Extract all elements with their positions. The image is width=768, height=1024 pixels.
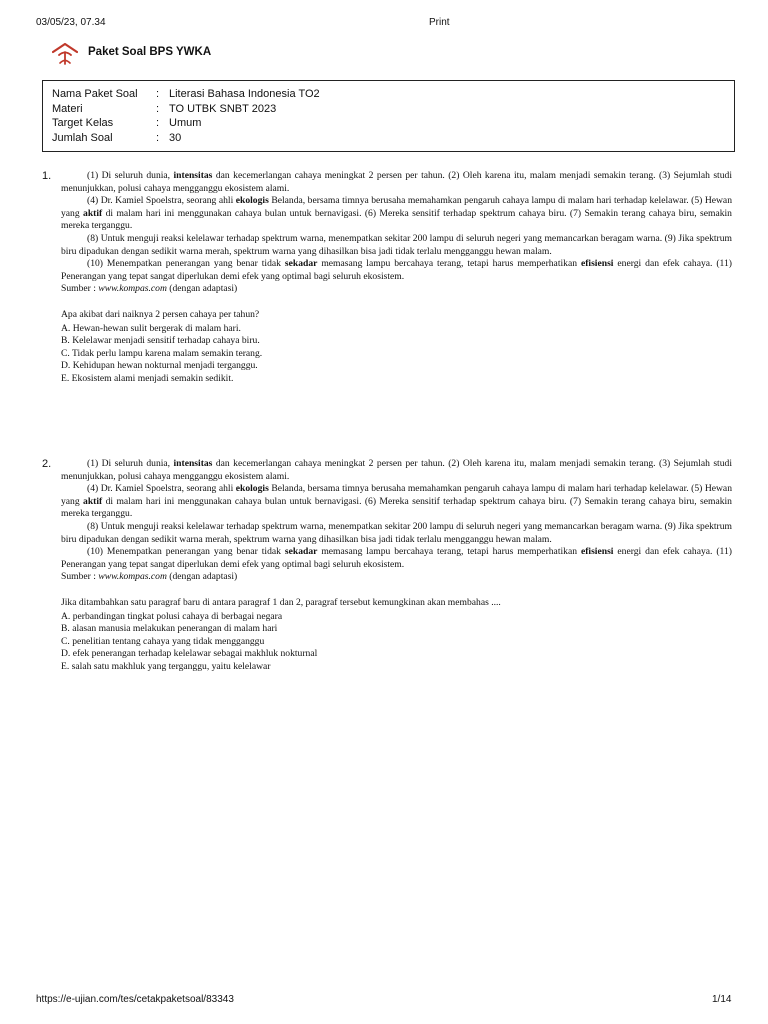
print-datetime: 03/05/23, 07.34 <box>36 17 106 28</box>
answer-option-c[interactable]: C. penelitian tentang cahaya yang tidak mengganggu <box>61 635 265 647</box>
answer-options <box>61 611 732 674</box>
info-value: Umum <box>169 117 202 130</box>
question-number: 1. <box>42 170 52 182</box>
question-2 <box>42 458 732 674</box>
passage-paragraph-4: (10) Menempatkan penerangan yang benar tidak sekadar memasang lampu bercahaya terang, tetapi harus memperhatikan efisiensi energi dan efek cahaya. (11) Penerangan yang tepat sangat diperlukan demi efek yang optimal bagi seluruh ekosistem. <box>61 546 732 570</box>
info-label: Materi <box>52 102 83 115</box>
answer-option-a[interactable]: A. Hewan-hewan sulit bergerak di malam hari. <box>61 322 241 334</box>
question-prompt: Apa akibat dari naiknya 2 persen cahaya per tahun? <box>61 308 260 320</box>
info-colon: : <box>156 117 160 130</box>
question-number: 2. <box>42 458 52 470</box>
passage-paragraph-2: (4) Dr. Kamiel Spoelstra, seorang ahli ekologis Belanda, bersama timnya berusaha memahamkan pengaruh cahaya lampu di malam hari terhadap kelelawar. (5) Hewan yang aktif di malam hari ini menggunakan cahaya bulan untuk bernavigasi. (6) Mereka sensitif terhadap spektrum cahaya biru. (7) Semakin terang cahaya biru, semakin mereka terganggu. <box>61 483 732 520</box>
info-colon: : <box>156 102 160 115</box>
answer-options <box>61 323 732 386</box>
answer-option-d[interactable]: D. Kehidupan hewan nokturnal menjadi terganggu. <box>61 360 258 372</box>
passage-paragraph-3: (8) Untuk menguji reaksi kelelawar terhadap spektrum warna, menempatkan sekitar 200 lampu di seluruh negeri yang memancarkan beragam warna. (9) Jika spektrum biru dipadukan dengan sedikit warna merah, spektrum warna yang dihasilkan bisa jadi tidak terlalu mengganggu hewan malam. <box>61 232 732 257</box>
info-value: TO UTBK SNBT 2023 <box>169 102 277 115</box>
info-colon: : <box>156 131 160 144</box>
info-row-target-class <box>52 116 734 131</box>
answer-option-d[interactable]: D. efek penerangan terhadap kelelawar sebagai makhluk nokturnal <box>61 648 318 660</box>
answer-option-a[interactable]: A. perbandingan tingkat polusi cahaya di berbagai negara <box>61 610 283 622</box>
question-1 <box>42 170 732 386</box>
passage-source: Sumber : www.kompas.com (dengan adaptasi) <box>61 283 238 295</box>
question-prompt: Jika ditambahkan satu paragraf baru di antara paragraf 1 dan 2, paragraf tersebut kemungkinan akan membahas .... <box>61 596 501 608</box>
passage-paragraph-2: (4) Dr. Kamiel Spoelstra, seorang ahli ekologis Belanda, bersama timnya berusaha memahamkan pengaruh cahaya lampu di malam hari terhadap kelelawar. (5) Hewan yang aktif di malam hari ini menggunakan cahaya bulan untuk bernavigasi. (6) Mereka sensitif terhadap spektrum cahaya biru. (7) Semakin terang cahaya biru, semakin mereka terganggu. <box>61 195 732 232</box>
ywka-logo-icon <box>52 42 78 66</box>
answer-option-b[interactable]: B. Kelelawar menjadi sensitif terhadap cahaya biru. <box>61 335 260 347</box>
passage-paragraph-4: (10) Menempatkan penerangan yang benar tidak sekadar memasang lampu bercahaya terang, tetapi harus memperhatikan efisiensi energi dan efek cahaya. (11) Penerangan yang tepat sangat diperlukan demi efek yang optimal bagi seluruh ekosistem. <box>61 258 732 282</box>
info-row-question-count <box>52 131 734 146</box>
print-page-number: 1/14 <box>712 994 732 1005</box>
passage-paragraph-1: (1) Di seluruh dunia, intensitas dan kecemerlangan cahaya meningkat 2 persen per tahun. (2) Oleh karena itu, malam menjadi semakin terang. (3) Sejumlah studi menunjukkan, polusi cahaya mengganggu ekosistem alami. <box>61 170 732 194</box>
passage-source: Sumber : www.kompas.com (dengan adaptasi) <box>61 571 238 583</box>
answer-option-b[interactable]: B. alasan manusia melakukan penerangan di malam hari <box>61 623 278 635</box>
info-colon: : <box>156 88 160 100</box>
package-brand-title: Paket Soal BPS YWKA <box>88 46 212 58</box>
passage-paragraph-3: (8) Untuk menguji reaksi kelelawar terhadap spektrum warna, menempatkan sekitar 200 lampu di seluruh negeri yang memancarkan beragam warna. (9) Jika spektrum biru dipadukan dengan sedikit warna merah, spektrum warna yang dihasilkan bisa jadi tidak terlalu mengganggu hewan malam. <box>61 520 732 545</box>
info-label: Nama Paket Soal <box>52 88 138 100</box>
info-label: Target Kelas <box>52 117 114 130</box>
print-title: Print <box>429 17 450 28</box>
question-body <box>61 170 732 386</box>
answer-option-e[interactable]: E. Ekosistem alami menjadi semakin sedikit. <box>61 372 234 384</box>
info-value: 30 <box>169 131 182 144</box>
answer-option-e[interactable]: E. salah satu makhluk yang terganggu, yaitu kelelawar <box>61 660 271 672</box>
answer-option-c[interactable]: C. Tidak perlu lampu karena malam semakin terang. <box>61 347 263 359</box>
package-info-box <box>42 80 735 152</box>
info-label: Jumlah Soal <box>52 131 113 144</box>
print-url: https://e-ujian.com/tes/cetakpaketsoal/83343 <box>36 994 234 1005</box>
info-value: Literasi Bahasa Indonesia TO2 <box>169 88 320 100</box>
passage-paragraph-1: (1) Di seluruh dunia, intensitas dan kecemerlangan cahaya meningkat 2 persen per tahun. (2) Oleh karena itu, malam menjadi semakin terang. (3) Sejumlah studi menunjukkan, polusi cahaya mengganggu ekosistem alami. <box>61 458 732 482</box>
question-body <box>61 458 732 674</box>
info-row-package-name <box>52 87 734 102</box>
info-row-subject <box>52 102 734 117</box>
